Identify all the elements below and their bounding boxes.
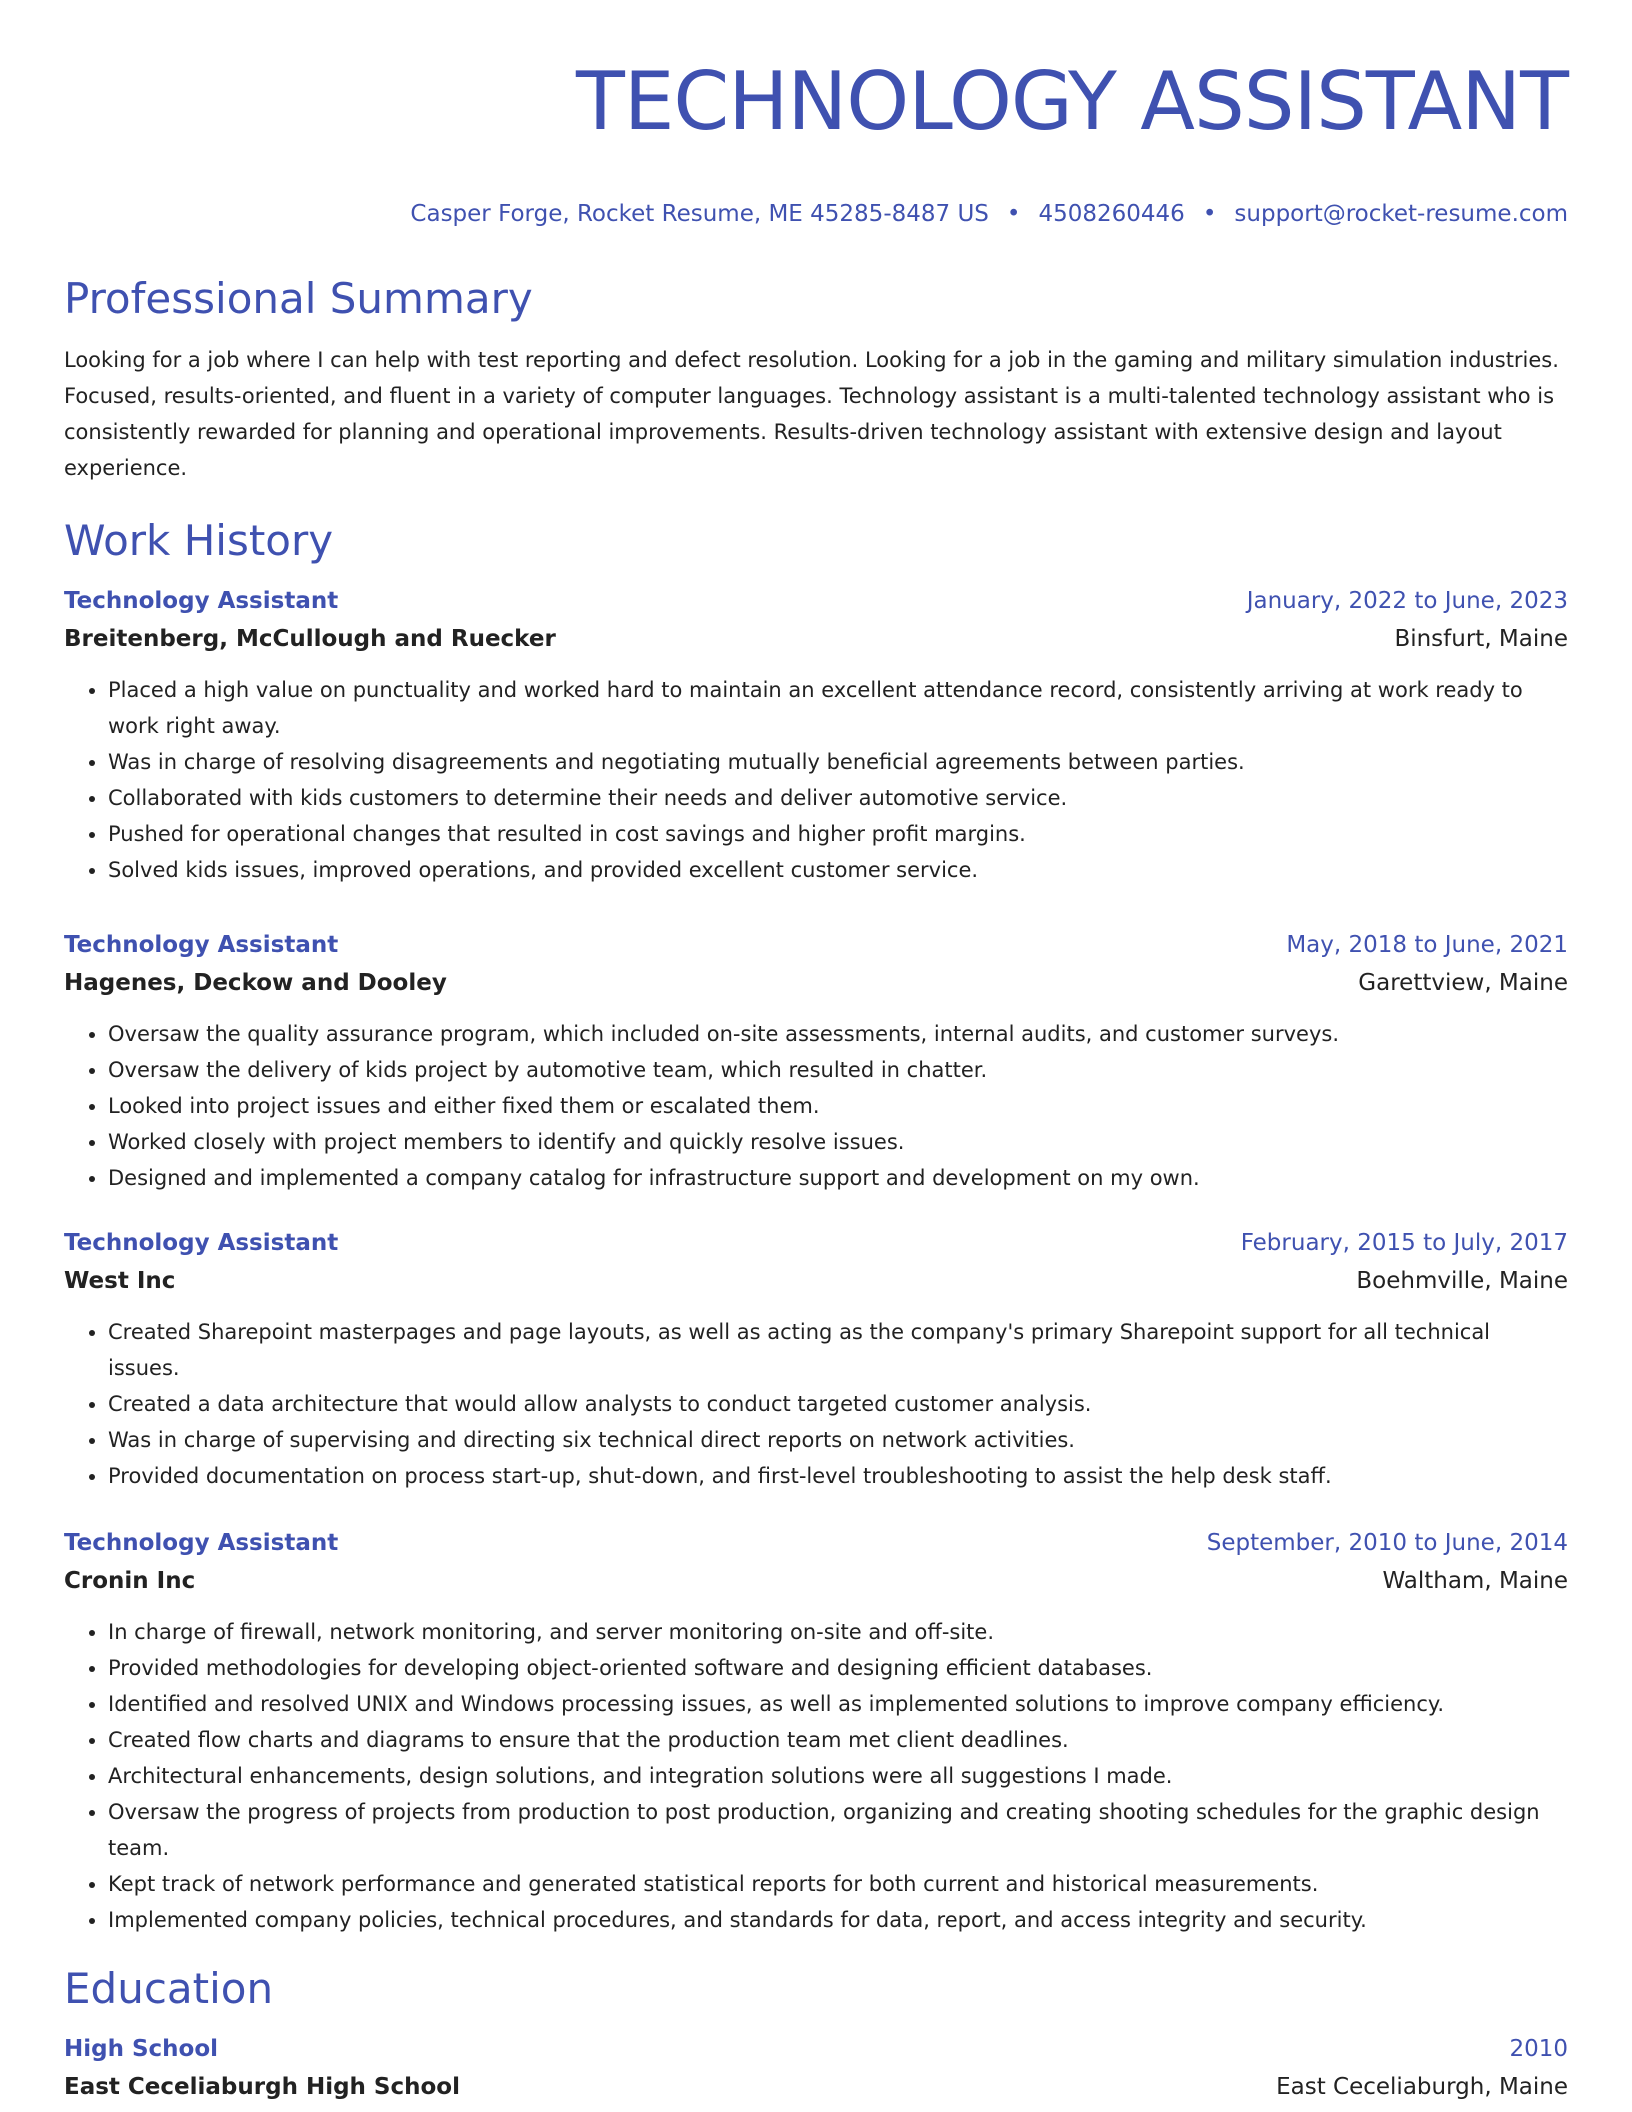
job-bullet: • Created flow charts and diagrams to ensure that the production team met client deadlines.: [108, 1722, 1568, 1758]
job-company: Breitenberg, McCullough and Ruecker: [64, 626, 556, 652]
job-location: Garettview, Maine: [1358, 970, 1568, 996]
job-bullet: • Created a data architecture that would allow analysts to conduct targeted customer analysis.: [108, 1386, 1568, 1422]
job-location: Waltham, Maine: [1382, 1568, 1568, 1594]
education-entry: [64, 2030, 1568, 2106]
job-entry: [64, 1524, 1568, 1938]
job-bullets: [64, 672, 1568, 888]
work-history-heading: Work History: [64, 516, 334, 565]
education-year: 2010: [1509, 2036, 1568, 2062]
contact-address: Casper Forge, Rocket Resume, ME 45285-8487 US: [410, 201, 989, 227]
job-bullet: • Kept track of network performance and generated statistical reports for both current and historical measurements.: [108, 1866, 1568, 1902]
job-bullets: [64, 1314, 1568, 1494]
education-school: East Ceceliaburgh High School: [64, 2074, 460, 2100]
job-company-row: [64, 964, 1568, 1002]
job-header-row: [64, 1224, 1568, 1262]
job-title: Technology Assistant: [64, 1530, 339, 1556]
contact-phone: 4508260446: [1038, 201, 1185, 227]
work-history-list: [64, 582, 1568, 1938]
job-bullet: • Was in charge of supervising and directing six technical direct reports on network activities.: [108, 1422, 1568, 1458]
contact-email: support@rocket-resume.com: [1234, 201, 1568, 227]
education-location: East Ceceliaburgh, Maine: [1276, 2074, 1568, 2100]
job-bullet: • Architectural enhancements, design solutions, and integration solutions were all suggestions I made.: [108, 1758, 1568, 1794]
summary-text: Looking for a job where I can help with test reporting and defect resolution. Looking for a job in the gaming and military simulation industries. Focused, results-oriented, and fluent in a variety of computer languages. Technology assistant is a multi-talented technology assistant who is consistently rewarded for planning and operational improvements. Results-driven technology assistant with extensive design and layout experience.: [64, 348, 1559, 480]
job-bullet: • Oversaw the quality assurance program, which included on-site assessments, internal audits, and customer surveys.: [108, 1016, 1568, 1052]
job-company-row: [64, 1262, 1568, 1300]
job-company: Cronin Inc: [64, 1568, 196, 1594]
job-bullet: • Implemented company policies, technical procedures, and standards for data, report, and access integrity and security.: [108, 1902, 1568, 1938]
job-bullet: • Designed and implemented a company catalog for infrastructure support and development on my own.: [108, 1160, 1568, 1196]
job-bullet: • Provided documentation on process start-up, shut-down, and first-level troubleshooting to assist the help desk staff.: [108, 1458, 1568, 1494]
job-location: Binsfurt, Maine: [1394, 626, 1568, 652]
job-company: Hagenes, Deckow and Dooley: [64, 970, 447, 996]
job-bullet: • Pushed for operational changes that resulted in cost savings and higher profit margins.: [108, 816, 1568, 852]
job-location: Boehmville, Maine: [1356, 1268, 1568, 1294]
job-dates: February, 2015 to July, 2017: [1240, 1230, 1568, 1256]
contact-line: [64, 198, 1568, 230]
education-list: [64, 2030, 1568, 2106]
job-header-row: [64, 582, 1568, 620]
job-entry: [64, 1224, 1568, 1494]
job-bullets: [64, 1016, 1568, 1196]
job-bullet: • Was in charge of resolving disagreements and negotiating mutually beneficial agreements between parties.: [108, 744, 1568, 780]
resume-title: TECHNOLOGY ASSISTANT: [576, 55, 1568, 148]
job-title: Technology Assistant: [64, 588, 339, 614]
job-company-row: [64, 620, 1568, 658]
job-header-row: [64, 926, 1568, 964]
job-title: Technology Assistant: [64, 1230, 339, 1256]
job-bullet: • Provided methodologies for developing object-oriented software and designing efficient databases.: [108, 1650, 1568, 1686]
job-header-row: [64, 1524, 1568, 1562]
job-dates: May, 2018 to June, 2021: [1286, 932, 1568, 958]
job-company-row: [64, 1562, 1568, 1600]
job-bullet: • Oversaw the delivery of kids project by automotive team, which resulted in chatter.: [108, 1052, 1568, 1088]
job-bullet: • Collaborated with kids customers to determine their needs and deliver automotive service.: [108, 780, 1568, 816]
job-bullet: • Oversaw the progress of projects from production to post production, organizing and creating shooting schedules for the graphic design team.: [108, 1794, 1568, 1866]
job-entry: [64, 582, 1568, 888]
education-header-row: [64, 2030, 1568, 2068]
summary-heading: Professional Summary: [64, 274, 533, 323]
education-heading: Education: [64, 1964, 274, 2013]
job-entry: [64, 926, 1568, 1196]
job-company: West Inc: [64, 1268, 176, 1294]
education-degree: High School: [64, 2036, 219, 2062]
job-bullet: • Identified and resolved UNIX and Windows processing issues, as well as implemented solutions to improve company efficiency.: [108, 1686, 1568, 1722]
job-dates: September, 2010 to June, 2014: [1206, 1530, 1568, 1556]
contact-separator: •: [1202, 201, 1217, 227]
job-bullet: • Placed a high value on punctuality and worked hard to maintain an excellent attendance record, consistently arriving at work ready to work right away.: [108, 672, 1568, 744]
job-title: Technology Assistant: [64, 932, 339, 958]
job-bullet: • Worked closely with project members to identify and quickly resolve issues.: [108, 1124, 1568, 1160]
job-bullet: • Looked into project issues and either fixed them or escalated them.: [108, 1088, 1568, 1124]
education-school-row: [64, 2068, 1568, 2106]
job-bullet: • Solved kids issues, improved operations, and provided excellent customer service.: [108, 852, 1568, 888]
job-bullet: • In charge of firewall, network monitoring, and server monitoring on-site and off-site.: [108, 1614, 1568, 1650]
contact-separator: •: [1006, 201, 1021, 227]
job-bullets: [64, 1614, 1568, 1938]
job-bullet: • Created Sharepoint masterpages and page layouts, as well as acting as the company's primary Sharepoint support for all technical issues.: [108, 1314, 1568, 1386]
job-dates: January, 2022 to June, 2023: [1246, 588, 1568, 614]
